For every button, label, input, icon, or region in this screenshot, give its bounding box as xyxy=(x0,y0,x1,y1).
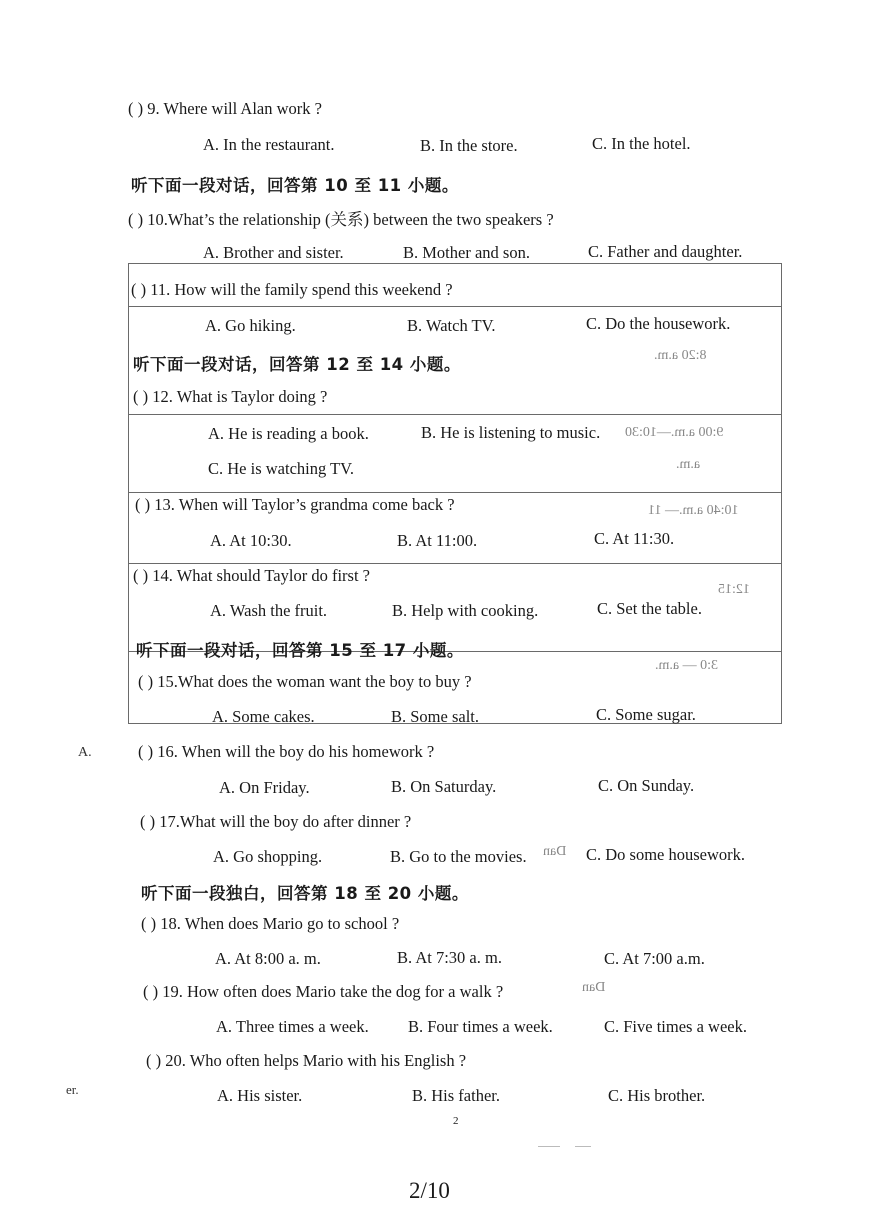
question-19-stem: ( ) 19. How often does Mario take the dog for a walk ? xyxy=(143,982,504,1001)
ruled-line xyxy=(128,414,782,415)
section-header-18-20: 听下面一段独白，回答第 18 至 20 小题。 xyxy=(141,884,469,903)
question-9-option-b: B. In the store. xyxy=(420,136,518,155)
question-15-option-c: C. Some sugar. xyxy=(596,705,696,724)
section-header-15-17: 听下面一段对话，回答第 15 至 17 小题。 xyxy=(136,641,464,660)
question-16-option-a: A. On Friday. xyxy=(219,778,310,797)
ruled-line xyxy=(128,263,782,264)
question-10-option-b: B. Mother and son. xyxy=(403,243,530,262)
scan-mark xyxy=(575,1146,591,1147)
bleed-through-text: 12:15 xyxy=(718,582,750,597)
question-10-option-a: A. Brother and sister. xyxy=(203,243,344,262)
question-14-stem: ( ) 14. What should Taylor do first ? xyxy=(133,566,370,585)
question-14-option-c: C. Set the table. xyxy=(597,599,702,618)
question-17-option-c: C. Do some housework. xyxy=(586,845,746,864)
margin-mark: er. xyxy=(66,1082,79,1097)
ruled-line xyxy=(128,563,782,564)
question-11-stem: ( ) 11. How will the family spend this weekend ? xyxy=(131,280,453,299)
question-12-option-b: B. He is listening to music. xyxy=(421,423,601,442)
question-20-stem: ( ) 20. Who often helps Mario with his English ? xyxy=(146,1051,467,1070)
bleed-through-text: Dan xyxy=(543,844,567,859)
question-13-option-a: A. At 10:30. xyxy=(210,531,292,550)
bleed-through-text: 3:0 — a.m. xyxy=(655,658,718,673)
question-18-stem: ( ) 18. When does Mario go to school ? xyxy=(141,914,400,933)
question-16-stem: ( ) 16. When will the boy do his homework ? xyxy=(138,742,435,761)
section-header-12-14: 听下面一段对话，回答第 12 至 14 小题。 xyxy=(133,355,461,374)
question-17-option-a: A. Go shopping. xyxy=(213,847,323,866)
page-number-small: 2 xyxy=(453,1115,459,1127)
bleed-through-text: 8:20 a.m. xyxy=(654,348,707,363)
question-11-option-a: A. Go hiking. xyxy=(205,316,296,335)
question-18-option-c: C. At 7:00 a.m. xyxy=(604,949,705,968)
question-19-option-a: A. Three times a week. xyxy=(216,1017,369,1036)
ruled-line xyxy=(128,263,129,723)
section-header-10-11: 听下面一段对话，回答第 10 至 11 小题。 xyxy=(131,176,459,195)
bleed-through-text: a.m. xyxy=(676,457,701,472)
bleed-through-text: 9:00 a.m.—10:30 xyxy=(625,425,724,440)
question-15-stem: ( ) 15.What does the woman want the boy to buy ? xyxy=(138,672,472,691)
ruled-line xyxy=(781,263,782,723)
question-16-option-b: B. On Saturday. xyxy=(391,777,497,796)
question-20-option-c: C. His brother. xyxy=(608,1086,706,1105)
question-19-option-c: C. Five times a week. xyxy=(604,1017,747,1036)
question-9-option-a: A. In the restaurant. xyxy=(203,135,335,154)
question-12-option-c: C. He is watching TV. xyxy=(208,459,355,478)
question-12-option-a: A. He is reading a book. xyxy=(208,424,369,443)
question-10-stem: ( ) 10.What’s the relationship (关系) between the two speakers ? xyxy=(128,210,554,229)
question-17-option-b: B. Go to the movies. xyxy=(390,847,527,866)
question-14-option-a: A. Wash the fruit. xyxy=(210,601,328,620)
question-12-stem: ( ) 12. What is Taylor doing ? xyxy=(133,387,328,406)
question-14-option-b: B. Help with cooking. xyxy=(392,601,539,620)
question-15-option-b: B. Some salt. xyxy=(391,707,480,726)
question-10-option-c: C. Father and daughter. xyxy=(588,242,743,261)
question-20-option-a: A. His sister. xyxy=(217,1086,303,1105)
question-18-option-b: B. At 7:30 a. m. xyxy=(397,948,502,967)
question-16-option-c: C. On Sunday. xyxy=(598,776,695,795)
question-18-option-a: A. At 8:00 a. m. xyxy=(215,949,321,968)
bleed-through-text: 10:40 a.m.— 11 xyxy=(648,503,739,518)
question-20-option-b: B. His father. xyxy=(412,1086,500,1105)
question-19-option-b: B. Four times a week. xyxy=(408,1017,553,1036)
bleed-through-text: Dan xyxy=(582,980,606,995)
margin-mark: A. xyxy=(78,745,92,760)
question-15-option-a: A. Some cakes. xyxy=(212,707,315,726)
scan-mark xyxy=(538,1146,560,1147)
page-number-large: 2/10 xyxy=(409,1178,450,1203)
question-13-stem: ( ) 13. When will Taylor’s grandma come back ? xyxy=(135,495,455,514)
question-17-stem: ( ) 17.What will the boy do after dinner ? xyxy=(140,812,412,831)
question-13-option-b: B. At 11:00. xyxy=(397,531,478,550)
question-13-option-c: C. At 11:30. xyxy=(594,529,675,548)
question-11-option-c: C. Do the housework. xyxy=(586,314,731,333)
question-9-stem: ( ) 9. Where will Alan work ? xyxy=(128,99,322,118)
ruled-line xyxy=(128,492,782,493)
question-9-option-c: C. In the hotel. xyxy=(592,134,691,153)
ruled-line xyxy=(128,306,782,307)
question-11-option-b: B. Watch TV. xyxy=(407,316,496,335)
